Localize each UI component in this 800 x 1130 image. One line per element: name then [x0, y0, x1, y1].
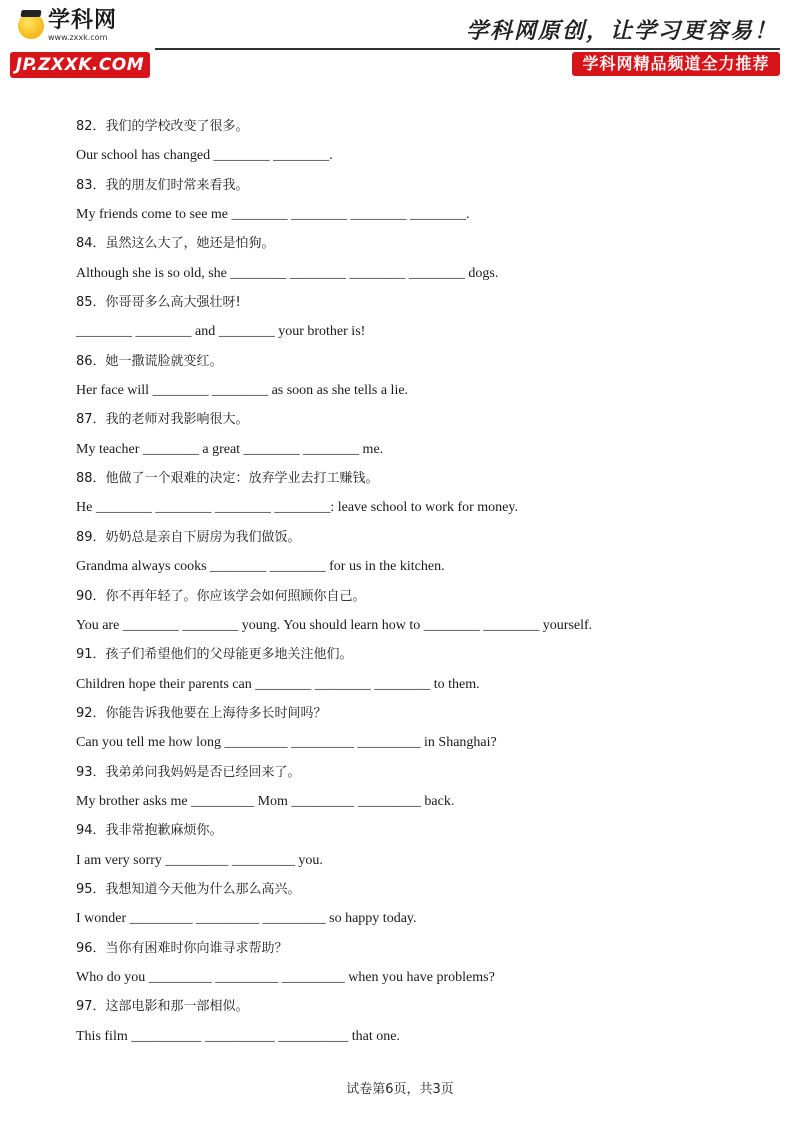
- question-item: [76, 816, 736, 875]
- question-en: Children hope their parents can ________ ________ ________ to them.: [76, 676, 480, 692]
- question-en: You are ________ ________ young. You should learn how to ________ ________ yourself.: [76, 617, 593, 633]
- question-item: [76, 112, 736, 171]
- question-en: This film __________ __________ __________ that one.: [76, 1028, 400, 1044]
- question-en: Our school has changed ________ ________.: [76, 148, 333, 164]
- question-item: [76, 405, 736, 464]
- mascot-icon: [18, 13, 44, 39]
- question-cn: 83．我的朋友们时常来看我。: [76, 177, 249, 193]
- question-cn: 82．我们的学校改变了很多。: [76, 119, 249, 134]
- question-cn: 96．当你有困难时你向谁寻求帮助？: [76, 940, 288, 956]
- question-item: [76, 758, 736, 817]
- question-item: [76, 464, 736, 523]
- question-en: He ________ ________ ________ ________: leave school to work for money.: [76, 500, 518, 516]
- question-cn: 88．他做了一个艰难的决定：放弃学业去打工赚钱。: [76, 471, 379, 487]
- question-item: [76, 582, 736, 641]
- question-cn: 91．孩子们希望他们的父母能更多地关注他们。: [76, 647, 353, 663]
- question-cn: 87．我的老师对我影响很大。: [76, 412, 249, 428]
- question-en: My teacher ________ a great ________ ________ me.: [76, 441, 384, 457]
- logo-text: 学科网: [48, 8, 118, 33]
- question-cn: 94．我非常抱歉麻烦你。: [76, 823, 223, 839]
- question-item: [76, 875, 736, 934]
- question-en: Although she is so old, she ________ ________ ________ ________ dogs.: [76, 265, 499, 281]
- question-cn: 89．奶奶总是亲自下厨房为我们做饭。: [76, 529, 301, 545]
- channel-banner: 学科网精品频道全力推荐: [572, 52, 780, 76]
- question-item: [76, 171, 736, 230]
- question-item: [76, 640, 736, 699]
- page-footer: 试卷第6页，共3页: [346, 1082, 454, 1097]
- question-en: Grandma always cooks ________ ________ for us in the kitchen.: [76, 559, 445, 575]
- question-en: My friends come to see me ________ ________ ________ ________.: [76, 207, 470, 223]
- question-en: ________ ________ and ________ your brother is!: [76, 324, 366, 340]
- header-divider: [155, 48, 780, 50]
- question-en: Can you tell me how long _________ _________ _________ in Shanghai?: [76, 735, 497, 751]
- question-en: Her face will ________ ________ as soon as she tells a lie.: [76, 383, 409, 399]
- question-cn: 97．这部电影和那一部相似。: [76, 999, 249, 1015]
- question-en: I am very sorry _________ _________ you.: [76, 852, 323, 868]
- logo-url: www.zxxk.com: [48, 33, 108, 42]
- jp-site-badge[interactable]: JP.ZXXK.COM: [10, 52, 150, 78]
- question-en: Who do you _________ _________ _________ when you have problems?: [76, 969, 495, 985]
- question-item: [76, 288, 736, 347]
- question-item: [76, 523, 736, 582]
- page-header: [0, 0, 800, 90]
- question-item: [76, 347, 736, 406]
- header-slogan: 学科网原创，让学习更容易！: [465, 18, 778, 44]
- question-cn: 93．我弟弟问我妈妈是否已经回来了。: [76, 764, 301, 780]
- question-cn: 84．虽然这么大了，她还是怕狗。: [76, 236, 275, 252]
- question-en: My brother asks me _________ Mom _________ _________ back.: [76, 793, 455, 809]
- question-cn: 92．你能告诉我他要在上海待多长时间吗？: [76, 705, 327, 721]
- question-cn: 86．她一撒谎脸就变红。: [76, 353, 223, 369]
- question-list: [76, 112, 736, 1051]
- site-logo[interactable]: [18, 10, 117, 42]
- question-item: [76, 992, 736, 1051]
- question-cn: 90．你不再年轻了。你应该学会如何照顾你自己。: [76, 588, 366, 604]
- question-item: [76, 699, 736, 758]
- question-cn: 95．我想知道今天他为什么那么高兴。: [76, 881, 301, 897]
- question-item: [76, 229, 736, 288]
- question-en: I wonder _________ _________ _________ so happy today.: [76, 911, 417, 927]
- question-cn: 85．你哥哥多么高大强壮呀!: [76, 295, 241, 311]
- question-item: [76, 934, 736, 993]
